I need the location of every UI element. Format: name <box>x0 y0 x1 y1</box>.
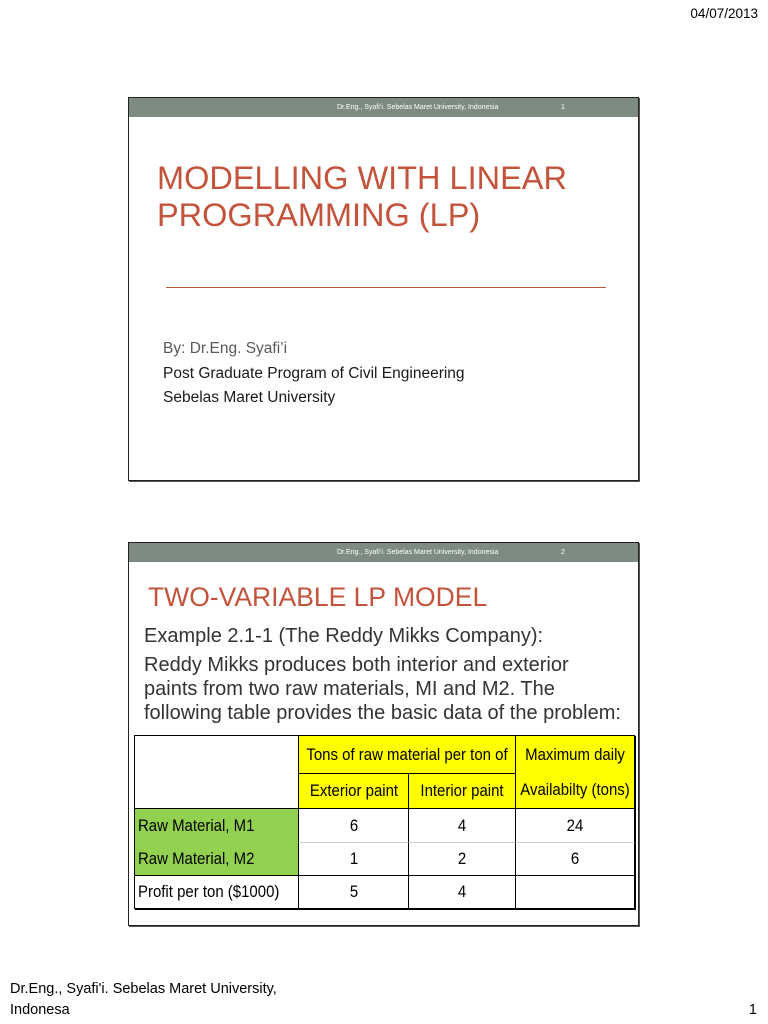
body-line: paints from two raw materials, MI and M2. The <box>144 678 555 700</box>
slide-title-line-2: PROGRAMMING (LP) <box>157 197 481 233</box>
column-label: Exterior paint <box>309 781 398 800</box>
slide-2 <box>128 542 639 926</box>
slide-subtitle <box>163 337 465 411</box>
footer-author-line-1: Dr.Eng., Syafi'i. Sebelas Maret University, <box>10 981 277 997</box>
data-table <box>134 735 635 909</box>
slide-header-bar <box>129 98 638 117</box>
column-label: Interior paint <box>420 781 504 800</box>
slide-header-text: Dr.Eng., Syafi’i. Sebelas Maret University, Indonesia <box>337 104 499 111</box>
slide-title-line-1: MODELLING WITH LINEAR <box>157 160 567 196</box>
title-divider <box>166 287 606 288</box>
body-line: following table provides the basic data of the problem: <box>144 702 621 724</box>
slide-number: 2 <box>561 549 565 556</box>
slide-title <box>157 160 627 234</box>
page-number: 1 <box>748 1002 757 1018</box>
footer-author-line-2: Indonesa <box>10 1002 70 1018</box>
cell-value: 4 <box>457 815 467 835</box>
slide-1 <box>128 97 639 481</box>
cell-value: 24 <box>566 815 584 835</box>
row-label: Raw Material, M2 <box>138 849 255 868</box>
table-column-header-exterior <box>299 774 409 809</box>
university-line: Sebelas Maret University <box>163 389 336 406</box>
table-cell <box>299 876 409 909</box>
page-footer <box>10 979 277 1021</box>
table-group-header <box>299 736 516 774</box>
slide-header-text: Dr.Eng., Syafi’i. Sebelas Maret University, Indonesia <box>337 549 499 556</box>
author-line: By: Dr.Eng. Syafi’i <box>163 340 288 357</box>
cell-value: 1 <box>349 849 358 868</box>
program-line: Post Graduate Program of Civil Engineering <box>163 364 465 382</box>
table-cell <box>299 843 409 876</box>
row-label-cell <box>135 876 299 909</box>
row-label: Raw Material, M1 <box>138 815 255 835</box>
max-header-line-2: Availabilty (tons) <box>520 780 630 799</box>
table-max-header <box>516 736 635 809</box>
table-corner-cell <box>135 736 299 809</box>
cell-value: 2 <box>457 849 467 868</box>
row-label-cell <box>135 843 299 876</box>
max-header-line-1: Maximum daily <box>525 745 625 764</box>
slide-number: 1 <box>561 104 565 111</box>
table-column-header-interior <box>409 774 516 809</box>
group-header-label: Tons of raw material per ton of <box>306 744 508 764</box>
table-cell <box>299 809 409 843</box>
slide-header-bar <box>129 543 638 562</box>
example-heading: Example 2.1-1 (The Reddy Mikks Company): <box>144 625 544 647</box>
cell-value: 5 <box>349 882 358 901</box>
row-label-cell <box>135 809 299 843</box>
slide-body-text <box>144 653 621 725</box>
slide-title: TWO-VARIABLE LP MODEL <box>148 582 488 612</box>
cell-value: 4 <box>457 882 467 901</box>
table-cell <box>409 809 516 843</box>
table-cell <box>516 876 635 909</box>
cell-value: 6 <box>349 815 358 835</box>
table-cell <box>409 876 516 909</box>
table-cell <box>516 809 635 843</box>
table-cell <box>516 843 635 876</box>
body-line: Reddy Mikks produces both interior and exterior <box>144 654 569 676</box>
table-cell <box>409 843 516 876</box>
row-label: Profit per ton ($1000) <box>138 882 280 901</box>
cell-value: 6 <box>570 849 580 868</box>
print-date: 04/07/2013 <box>690 6 758 21</box>
